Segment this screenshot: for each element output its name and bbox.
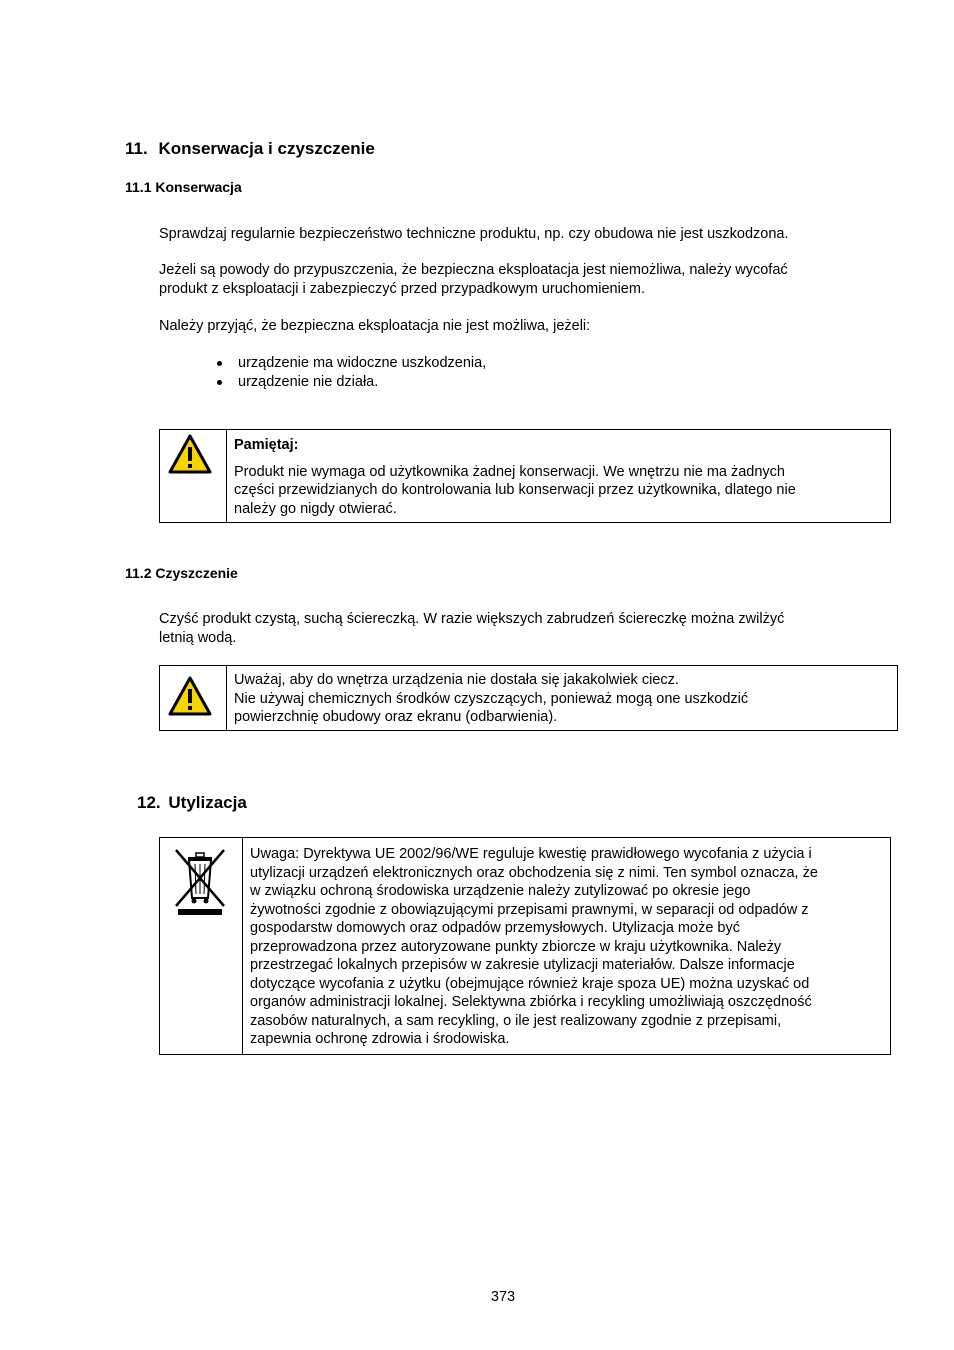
list-item: urządzenie nie działa.	[216, 373, 486, 392]
paragraph-withdraw	[159, 261, 788, 298]
crossed-bin-icon	[172, 846, 228, 916]
note-line: przestrzegać lokalnych przepisów w zakresie utylizacji materiałów. Dalsze informacje	[250, 957, 795, 973]
disposal-note-box	[159, 837, 891, 1055]
section-11-number: 11.	[125, 139, 148, 158]
paragraph-cleaning	[159, 610, 784, 647]
note-icon-cell	[160, 666, 227, 730]
section-12-heading	[137, 793, 247, 813]
note-line: należy go nigdy otwierać.	[234, 500, 397, 517]
note-line: części przewidzianych do kontrolowania lub konserwacji przez użytkownika, dlatego nie	[234, 482, 796, 498]
note-text-cell	[234, 430, 890, 522]
note-line: gospodarstw domowych oraz odpadów przemysłowych. Utylizacja może być	[250, 920, 740, 936]
cleaning-note-box	[159, 665, 898, 731]
note-icon-cell	[160, 430, 227, 522]
paragraph-check-safety: Sprawdzaj regularnie bezpieczeństwo techniczne produktu, np. czy obudowa nie jest uszkodzona.	[159, 226, 789, 242]
section-11-title: Konserwacja i czyszczenie	[158, 139, 375, 158]
note-line: Uważaj, aby do wnętrza urządzenia nie dostała się jakakolwiek ciecz.	[234, 672, 679, 688]
section-11-heading	[125, 139, 375, 159]
warning-triangle-icon	[168, 676, 212, 716]
paragraph-line: Jeżeli są powody do przypuszczenia, że bezpieczna eksploatacja jest niemożliwa, należy wycofać	[159, 262, 788, 278]
paragraph-line: produkt z eksploatacji i zabezpieczyć przed przypadkowym uruchomieniem.	[159, 280, 645, 297]
warning-triangle-icon	[168, 434, 212, 474]
note-title: Pamiętaj:	[234, 437, 299, 453]
paragraph-conditions: Należy przyjąć, że bezpieczna eksploatacja nie jest możliwa, jeżeli:	[159, 318, 591, 334]
note-icon-cell	[160, 838, 243, 1054]
note-line: zapewnia ochronę zdrowia i środowiska.	[250, 1031, 510, 1047]
note-line: organów administracji lokalnej. Selektywna zbiórka i recykling umożliwiają oszczędność	[250, 994, 812, 1010]
section-12-title: Utylizacja	[168, 793, 247, 812]
conditions-list	[216, 354, 486, 392]
note-line: zasobów naturalnych, a sam recykling, o ile jest realizowany zgodnie z przepisami,	[250, 1012, 782, 1029]
note-line: powierzchnię obudowy oraz ekranu (odbarwienia).	[234, 709, 558, 725]
subsection-11-2-title: 11.2 Czyszczenie	[125, 565, 238, 581]
list-item: urządzenie ma widoczne uszkodzenia,	[216, 354, 486, 373]
note-line: utylizacji urządzeń elektronicznych oraz obchodzenia się z nimi. Ten symbol oznacza, że	[250, 864, 818, 881]
note-line: dotyczące wycofania z użytku (obejmujące również kraje spoza UE) można uzyskać od	[250, 975, 810, 992]
section-12-number: 12.	[137, 793, 161, 812]
subsection-11-1-title: 11.1 Konserwacja	[125, 179, 242, 195]
note-line: w związku ochroną środowiska urządzenie należy zutylizować po okresie jego	[250, 883, 751, 899]
note-line: Produkt nie wymaga od użytkownika żadnej konserwacji. We wnętrzu nie ma żadnych	[234, 463, 785, 480]
note-line: żywotności zgodnie z obowiązującymi przepisami prawnymi, w separacji od odpadów z	[250, 901, 809, 918]
note-line: Uwaga: Dyrektywa UE 2002/96/WE reguluje kwestię prawidłowego wycofania z użycia i	[250, 846, 812, 862]
paragraph-line: letnią wodą.	[159, 629, 237, 646]
note-text-cell	[234, 666, 897, 730]
page-number: 373	[490, 1289, 516, 1305]
note-text-cell	[250, 838, 890, 1054]
note-line: Nie używaj chemicznych środków czyszczących, ponieważ mogą one uszkodzić	[234, 690, 749, 707]
note-line: przeprowadzona przez autoryzowane punkty zbiorcze w kraju użytkownika. Należy	[250, 938, 782, 955]
paragraph-line: Czyść produkt czystą, suchą ściereczką. W razie większych zabrudzeń ściereczkę można zwilżyć	[159, 611, 785, 627]
maintenance-note-box	[159, 429, 891, 523]
